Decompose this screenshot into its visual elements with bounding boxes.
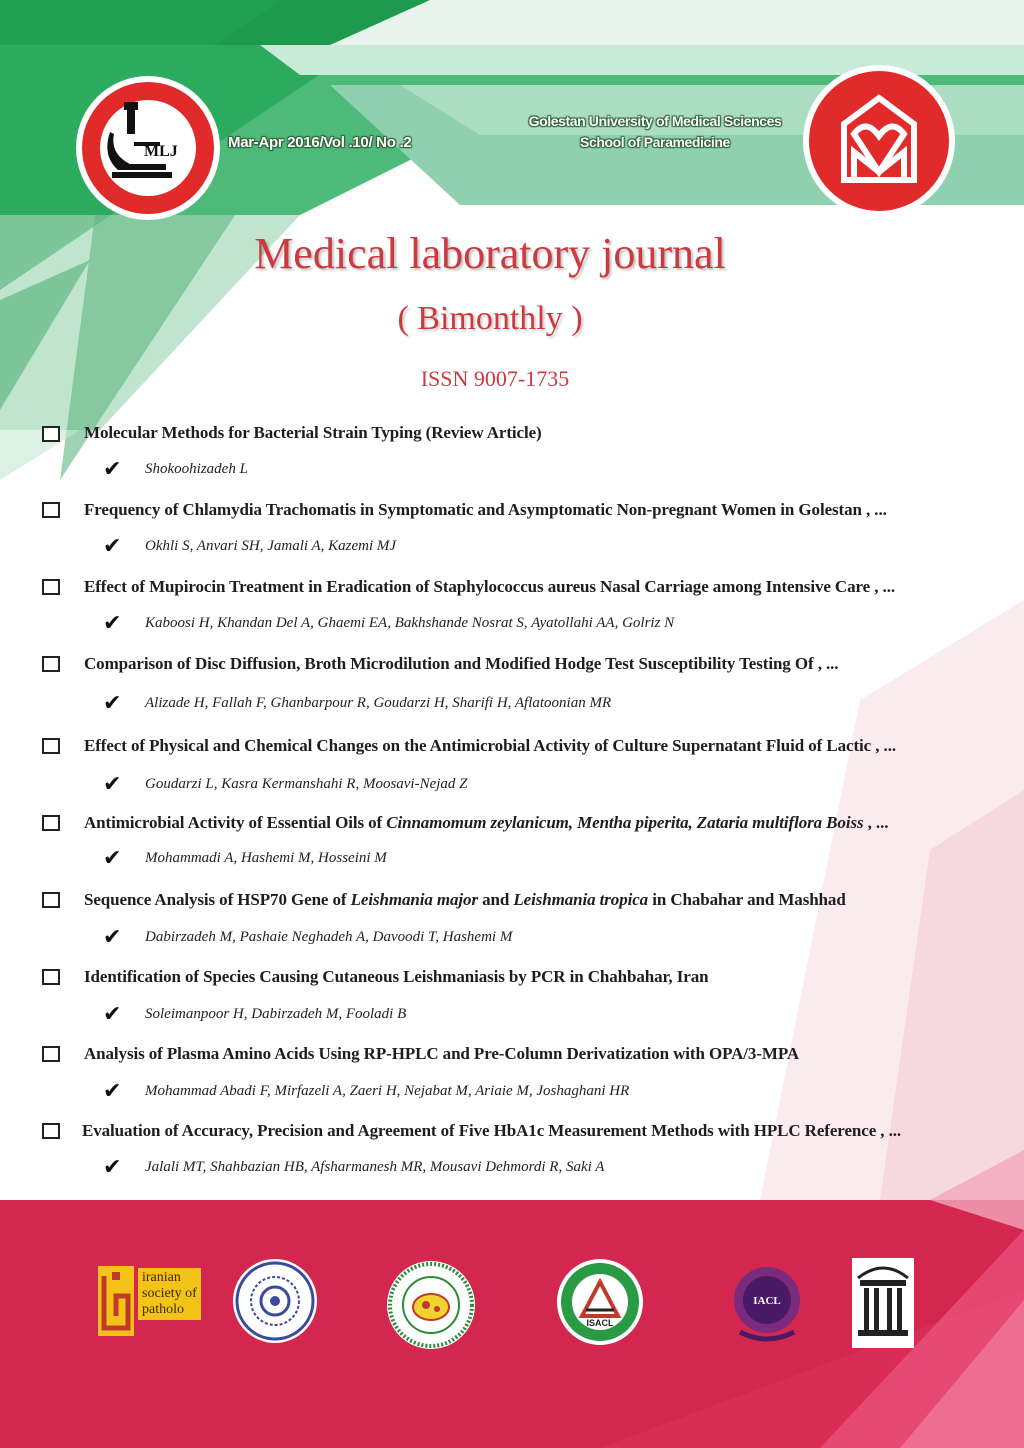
title-part: Antimicrobial Activity of Essential Oils of: [84, 813, 387, 832]
journal-title: Medical laboratory journal: [254, 229, 726, 278]
article-title: Effect of Physical and Chemical Changes on the Antimicrobial Activity of Culture Supernatant Fluid of Lactic , ...: [84, 736, 896, 755]
article-checkbox[interactable]: [42, 1046, 60, 1062]
isacl-logo-text: ISACL: [586, 1318, 614, 1328]
article-title: Comparison of Disc Diffusion, Broth Microdilution and Modified Hodge Test Susceptibility Testing Of , ...: [84, 654, 839, 673]
title-species: Leishmania major: [350, 890, 478, 909]
checkmark-icon: ✔: [103, 925, 122, 950]
mlj-logo-text: MLJ: [144, 143, 178, 160]
iacl-logo: [732, 1260, 802, 1346]
article-authors: Alizade H, Fallah F, Ghanbarpour R, Goudarzi H, Sharifi H, Aflatoonian MR: [145, 695, 612, 711]
parasitology-society-logo: [232, 1258, 318, 1344]
article-authors: Soleimanpoor H, Dabirzadeh M, Fooladi B: [145, 1006, 407, 1022]
title-species: Leishmania tropica: [513, 890, 649, 909]
issue-line: Mar-Apr 2016/Vol .10/ No .2: [228, 134, 412, 151]
pathology-society-logo: [98, 1266, 218, 1336]
microbiology-society-logo: [386, 1260, 476, 1350]
article-authors: Okhli S, Anvari SH, Jamali A, Kazemi MJ: [145, 538, 397, 554]
title-part: Sequence Analysis of HSP70 Gene of: [84, 890, 351, 909]
article-checkbox[interactable]: [42, 579, 60, 595]
issn: ISSN 9007-1735: [420, 366, 570, 391]
article-authors: Mohammad Abadi F, Mirfazeli A, Zaeri H, Nejabat M, Ariaie M, Joshaghani HR: [145, 1083, 630, 1099]
article-authors: Jalali MT, Shahbazian HB, Afsharmanesh MR, Mousavi Dehmordi R, Saki A: [145, 1159, 605, 1175]
article-checkbox[interactable]: [42, 426, 60, 442]
article-title: Frequency of Chlamydia Trachomatis in Symptomatic and Asymptomatic Non-pregnant Women in Golestan , ...: [84, 500, 887, 519]
checkmark-icon: ✔: [103, 1079, 122, 1104]
checkmark-icon: ✔: [103, 691, 122, 716]
school-line: School of Paramedicine: [580, 134, 730, 150]
article-checkbox[interactable]: [42, 502, 60, 518]
checkmark-icon: ✔: [103, 457, 122, 482]
article-checkbox[interactable]: [42, 969, 60, 985]
article-authors: Shokoohizadeh L: [145, 461, 248, 477]
article-authors: Mohammadi A, Hashemi M, Hosseini M: [145, 850, 387, 866]
article-checkbox[interactable]: [42, 815, 60, 831]
university-line: Golestan University of Medical Sciences: [528, 113, 782, 129]
checkmark-icon: ✔: [103, 846, 122, 871]
article-authors: Kaboosi H, Khandan Del A, Ghaemi EA, Bakhshande Nosrat S, Ayatollahi AA, Golriz N: [145, 615, 675, 631]
logo-text-line: society of: [142, 1286, 197, 1301]
journal-subtitle: ( Bimonthly ): [397, 300, 583, 337]
article-title: Identification of Species Causing Cutaneous Leishmaniasis by PCR in Chahbahar, Iran: [84, 967, 709, 986]
checkmark-icon: ✔: [103, 1155, 122, 1180]
checkmark-icon: ✔: [103, 534, 122, 559]
article-title: Evaluation of Accuracy, Precision and Agreement of Five HbA1c Measurement Methods with HPLC Reference , ...: [82, 1121, 902, 1140]
checkmark-icon: ✔: [103, 772, 122, 797]
title-part: and: [477, 890, 514, 909]
pathology-society-text: [138, 1268, 201, 1320]
university-building-logo: [852, 1258, 914, 1348]
pathology-emblem-icon: [98, 1266, 134, 1336]
article-title: [84, 890, 846, 910]
isacl-logo: [556, 1258, 644, 1346]
title-part: in Chabahar and Mashhad: [648, 890, 846, 909]
mlj-logo: [72, 72, 224, 224]
title-species: Cinnamomum zeylanicum, Mentha piperita, Zataria multiflora Boiss: [386, 813, 864, 832]
iacl-logo-text: IACL: [753, 1295, 781, 1307]
logo-text-line: patholo: [142, 1302, 184, 1317]
article-checkbox[interactable]: [42, 738, 60, 754]
checkmark-icon: ✔: [103, 611, 122, 636]
article-title: [84, 813, 888, 833]
title-part: , ...: [863, 813, 889, 832]
article-title: Molecular Methods for Bacterial Strain Typing (Review Article): [84, 423, 542, 442]
logo-text-line: iranian: [142, 1270, 181, 1285]
checkmark-icon: ✔: [103, 1002, 122, 1027]
article-title: Effect of Mupirocin Treatment in Eradication of Staphylococcus aureus Nasal Carriage among Intensive Care , ...: [84, 577, 895, 596]
university-logo: [800, 62, 958, 220]
university-name: [500, 111, 810, 153]
article-checkbox[interactable]: [42, 656, 60, 672]
article-authors: Goudarzi L, Kasra Kermanshahi R, Moosavi-Nejad Z: [145, 776, 468, 792]
article-title: Analysis of Plasma Amino Acids Using RP-HPLC and Pre-Column Derivatization with OPA/3-MPA: [84, 1044, 800, 1063]
article-checkbox[interactable]: [42, 892, 60, 908]
article-authors: Dabirzadeh M, Pashaie Neghadeh A, Davoodi T, Hashemi M: [145, 929, 513, 945]
article-checkbox[interactable]: [42, 1123, 60, 1139]
